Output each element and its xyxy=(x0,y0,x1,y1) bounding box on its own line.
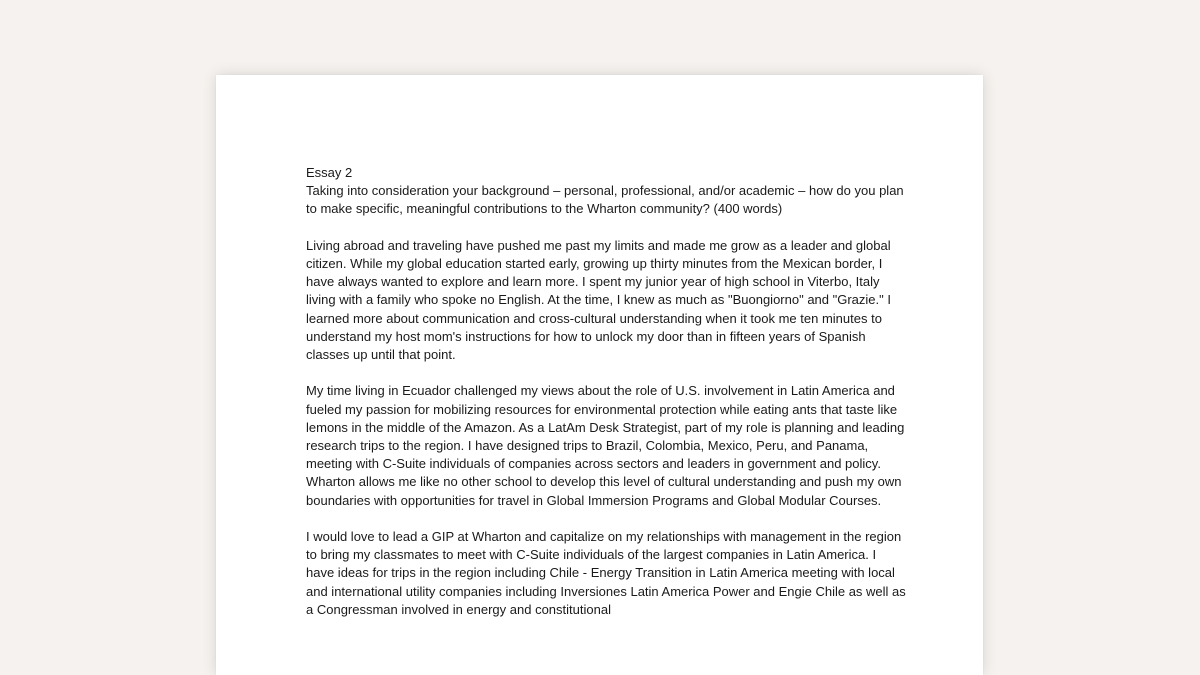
essay-prompt: Taking into consideration your background – personal, professional, and/or academic – how do you plan to make specific, meaningful contributions to the Wharton community? (400 words) xyxy=(306,183,904,217)
paragraph-spacer xyxy=(306,364,906,382)
essay-paragraph: My time living in Ecuador challenged my views about the role of U.S. involvement in Latin America and fueled my passion for mobilizing resources for environmental protection while eating ants that taste like lemons in the middle of the Amazon. As a LatAm Desk Strategist, part of my role is planning and leading research trips to the region. I have designed trips to Brazil, Colombia, Mexico, Peru, and Panama, meeting with C-Suite individuals of companies across sectors and leaders in government and policy. Wharton allows me like no other school to develop this level of cultural understanding and push my own boundaries with opportunities for travel in Global Immersion Programs and Global Modular Courses. xyxy=(306,383,905,508)
paragraph-spacer xyxy=(306,510,906,528)
paragraph-spacer xyxy=(306,219,906,237)
essay-heading: Essay 2 xyxy=(306,165,353,180)
document-page xyxy=(216,75,983,675)
essay-paragraph: Living abroad and traveling have pushed me past my limits and made me grow as a leader and global citizen. While my global education started early, growing up thirty minutes from the Mexican border, I have always wanted to explore and learn more. I spent my junior year of high school in Viterbo, Italy living with a family who spoke no English. At the time, I knew as much as "Buongiorno" and "Grazie." I learned more about communication and cross-cultural understanding when it took me ten minutes to understand my host mom's instructions for how to unlock my door than in fifteen years of Spanish classes up until that point. xyxy=(306,237,891,363)
essay-paragraph: I would love to lead a GIP at Wharton and capitalize on my relationships with management in the region to bring my classmates to meet with C-Suite individuals of the largest companies in Latin America. I have ideas for trips in the region including Chile - Energy Transition in Latin America meeting with local and international utility companies including Inversiones Latin America Power and Engie Chile as well as a Congressman involved in energy and constitutional xyxy=(306,529,906,617)
essay-content xyxy=(306,164,906,619)
